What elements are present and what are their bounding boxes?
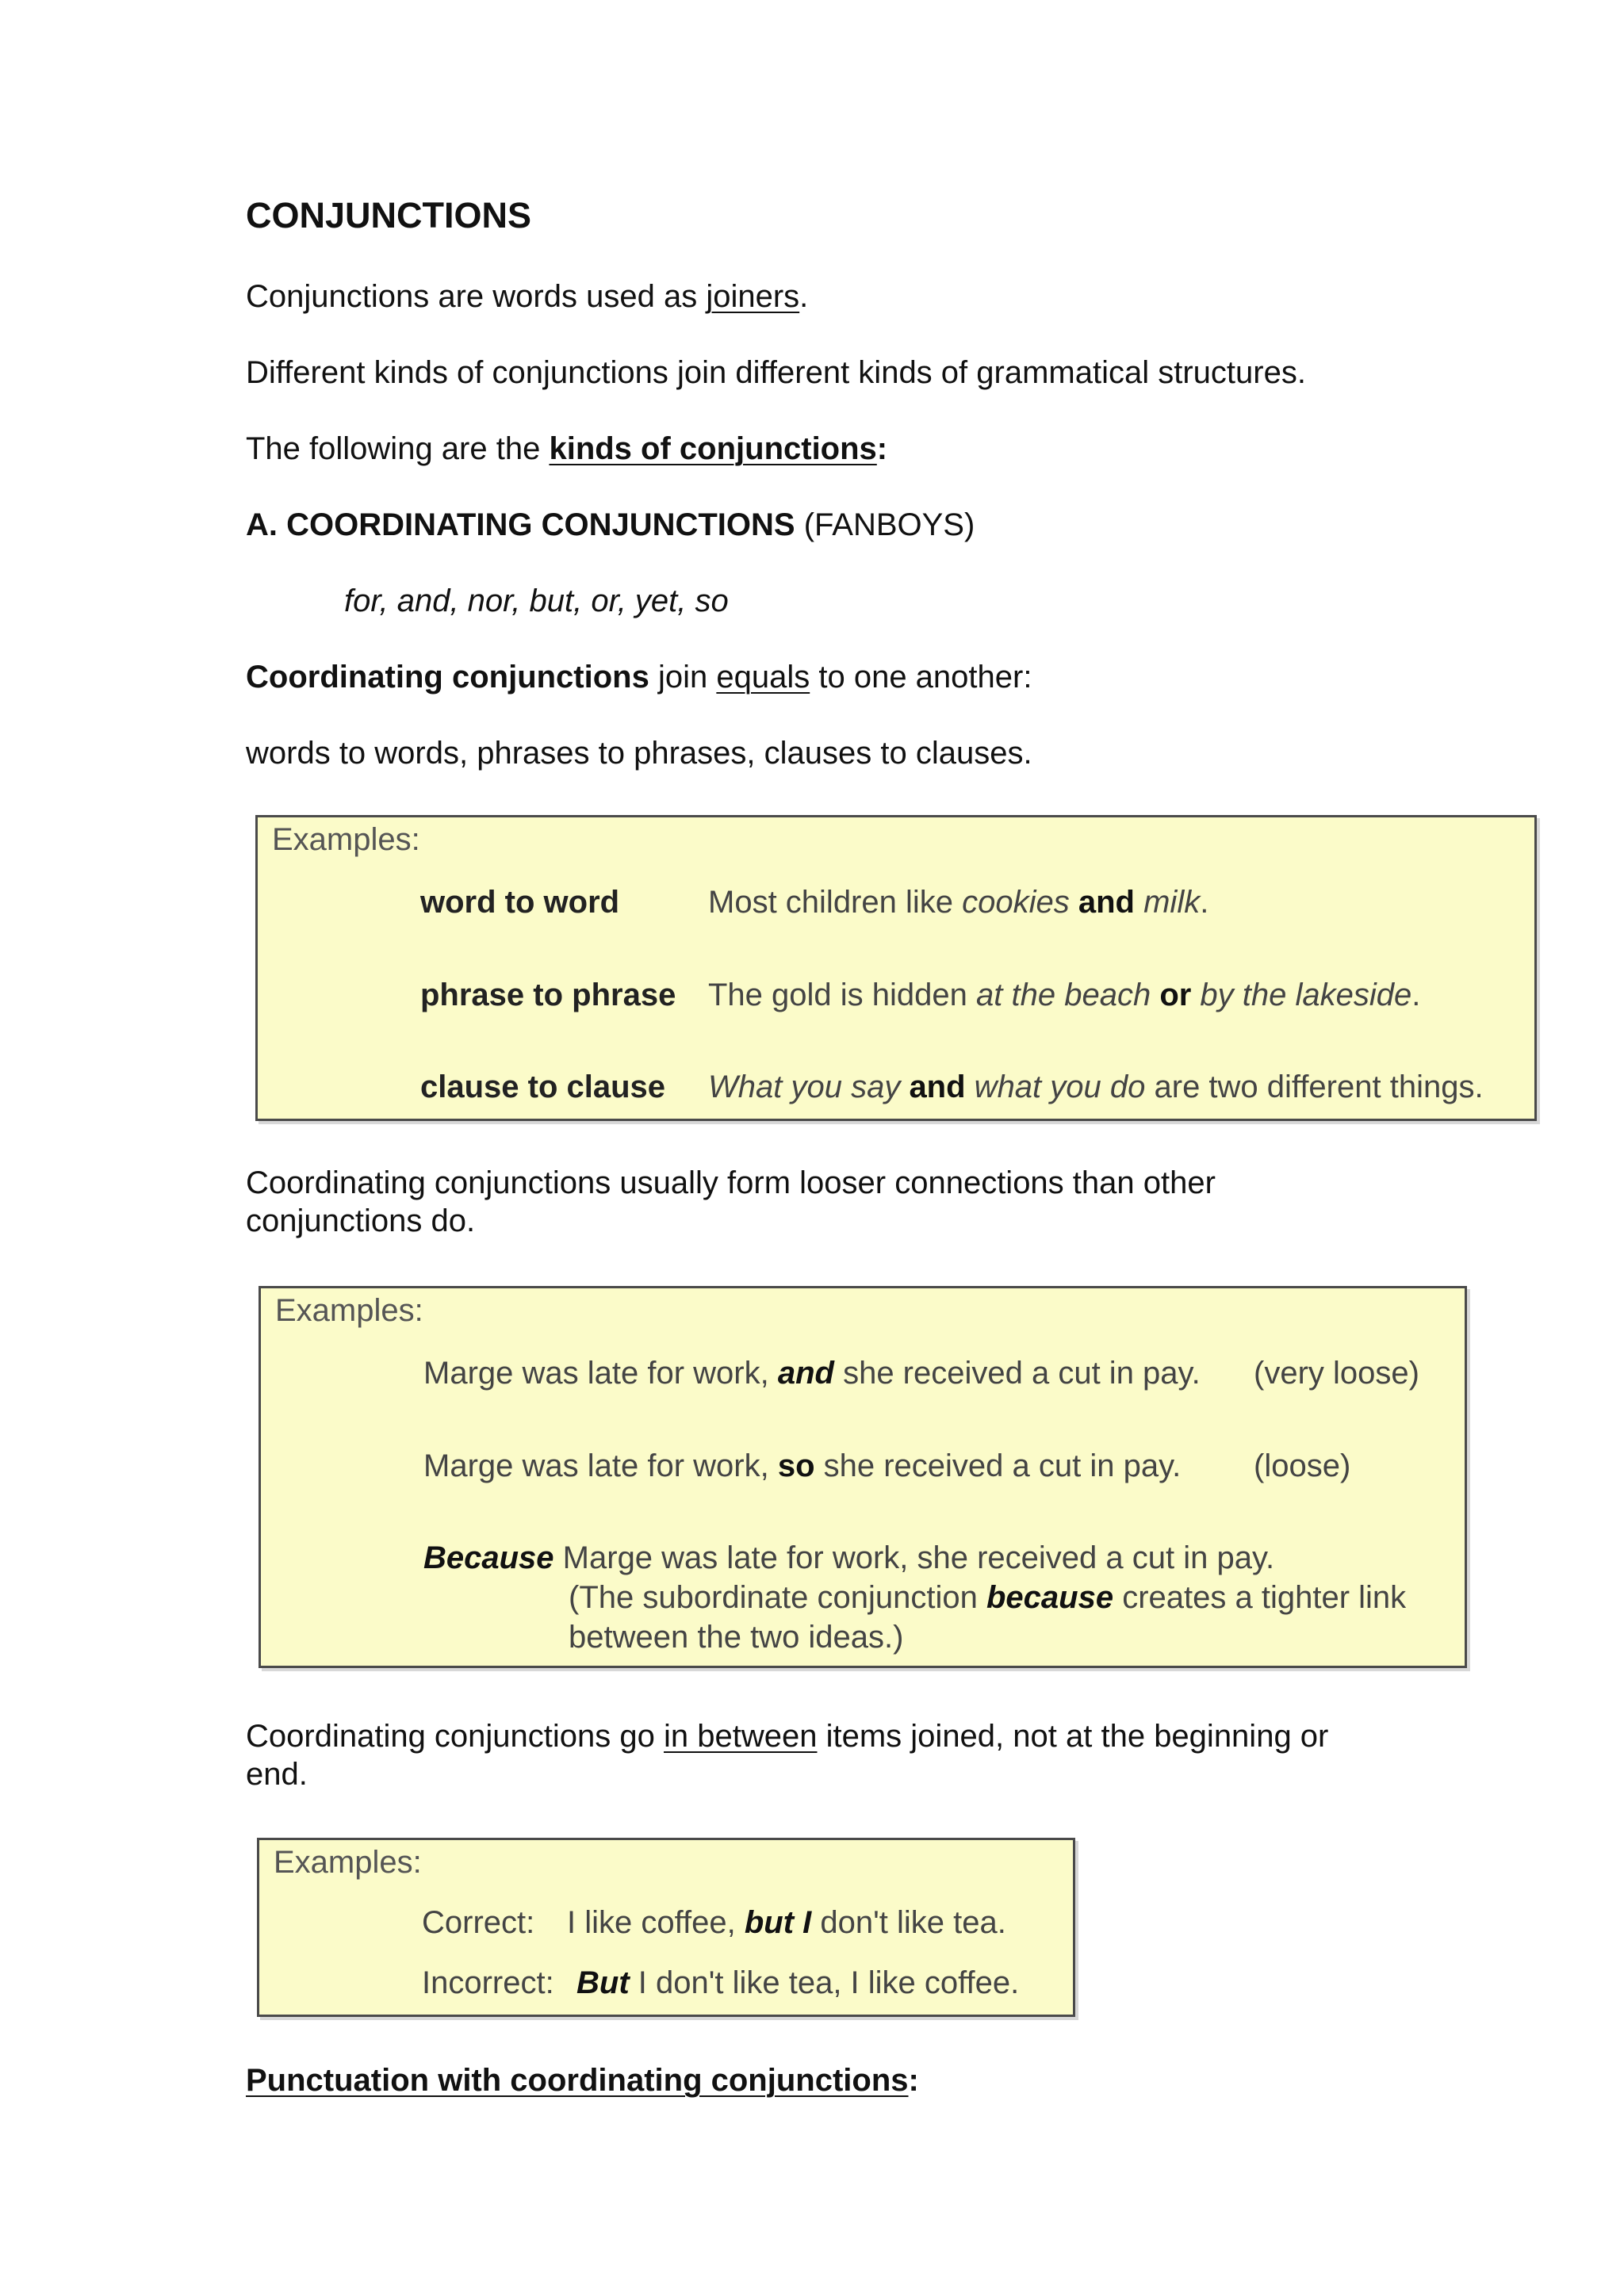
in-between-line-1 [246, 1717, 1328, 1755]
looser-line-1: Coordinating conjunctions usually form looser connections than other [246, 1165, 1216, 1200]
fanboys-list: for, and, nor, but, or, yet, so [344, 584, 729, 618]
examples-label: Examples: [274, 1845, 422, 1880]
sentence-italic: what you do [965, 1070, 1146, 1104]
correct-example [567, 1905, 1006, 1941]
example-key: phrase to phrase [420, 978, 676, 1012]
examples-box-placement [257, 1838, 1075, 2017]
examples-label: Examples: [272, 822, 420, 857]
looseness-note: (very loose) [1254, 1356, 1419, 1391]
incorrect-key: Incorrect: [422, 1965, 554, 2000]
example-key: clause to clause [420, 1070, 666, 1104]
kinds-intro [246, 430, 887, 468]
sentence-italic: by the lakeside [1191, 978, 1412, 1012]
joiners-term: joiners [706, 279, 800, 314]
sentence-conjunction: but I [744, 1905, 812, 1940]
sentence-conjunction: and [777, 1356, 834, 1391]
sentence-italic: milk [1135, 885, 1201, 920]
sentence-part: Marge was late for work, [423, 1448, 778, 1483]
sentence-end: . [1411, 978, 1421, 1012]
definition-end: to one another: [810, 660, 1032, 695]
examples-box-connections [259, 1286, 1467, 1668]
section-heading-bold: A. COORDINATING CONJUNCTIONS [246, 507, 795, 542]
sentence-end: . [1200, 885, 1209, 920]
example-sentence [423, 1540, 1274, 1576]
explanation-part: creates a tighter link [1113, 1580, 1407, 1615]
equals-term: equals [716, 660, 810, 695]
sentence-part: don't like tea. [811, 1905, 1006, 1940]
sentence-italic: at the beach [976, 978, 1160, 1012]
in-between-term: in between [664, 1719, 818, 1754]
kinds-term: kinds of conjunctions [549, 431, 877, 466]
example-sentence [423, 1448, 1181, 1484]
sentence-conjunction: and [909, 1070, 966, 1104]
sentence-italic: What you say [708, 1070, 910, 1104]
sentence-italic: cookies [962, 885, 1078, 920]
sentence-part: I don't like tea, I like coffee. [629, 1965, 1020, 2000]
intro-paragraph [246, 277, 808, 316]
example-sentence [708, 978, 1420, 1013]
section-heading-fanboys: (FANBOYS) [795, 507, 975, 542]
sentence-conjunction: But [576, 1965, 630, 2000]
definition-join: join [649, 660, 717, 695]
sentence-part: she received a cut in pay. [833, 1356, 1201, 1391]
example-explanation-end: between the two ideas.) [569, 1620, 904, 1655]
kinds-colon: : [876, 431, 888, 466]
sentence-part: Most children like [708, 885, 963, 920]
sentence-part: I like coffee, [567, 1905, 745, 1940]
in-between-end: items joined, not at the beginning or [817, 1719, 1329, 1754]
sentence-end: are two different things. [1145, 1070, 1484, 1104]
kinds-paragraph: Different kinds of conjunctions join different kinds of grammatical structures. [246, 355, 1306, 390]
structures-line: words to words, phrases to phrases, clauses to clauses. [246, 736, 1032, 771]
punctuation-colon: : [908, 2063, 919, 2098]
incorrect-example [576, 1965, 1019, 2001]
sentence-part: Marge was late for work, [423, 1356, 778, 1391]
section-heading-a [246, 506, 975, 544]
kinds-intro-text: The following are the [246, 431, 550, 466]
example-sentence [708, 885, 1208, 920]
example-key: word to word [420, 885, 620, 920]
example-sentence [708, 1070, 1484, 1105]
example-sentence [423, 1356, 1201, 1391]
looser-line-2: conjunctions do. [246, 1203, 476, 1238]
intro-end: . [799, 279, 809, 314]
punctuation-title: Punctuation with coordinating conjunctions [246, 2063, 909, 2098]
examples-box-structures [255, 815, 1537, 1121]
sentence-part: she received a cut in pay. [814, 1448, 1182, 1483]
sentence-conjunction: or [1159, 978, 1192, 1012]
sentence-part: The gold is hidden [708, 978, 977, 1012]
coordinating-definition [246, 658, 1032, 696]
page-title: CONJUNCTIONS [246, 195, 532, 235]
intro-text: Conjunctions are words used as [246, 279, 707, 314]
punctuation-heading [246, 2061, 919, 2099]
examples-label: Examples: [275, 1293, 423, 1328]
sentence-conjunction: so [777, 1448, 815, 1483]
coordinating-term: Coordinating conjunctions [246, 660, 649, 695]
correct-key: Correct: [422, 1905, 535, 1940]
in-between-text: Coordinating conjunctions go [246, 1719, 665, 1754]
explanation-term: because [986, 1580, 1114, 1615]
in-between-line-2: end. [246, 1757, 308, 1792]
explanation-part: (The subordinate conjunction [569, 1580, 986, 1615]
example-explanation [569, 1580, 1406, 1616]
sentence-part: Marge was late for work, she received a cut in pay. [553, 1540, 1275, 1575]
sentence-conjunction: Because [423, 1540, 554, 1575]
looseness-note: (loose) [1254, 1448, 1351, 1483]
sentence-conjunction: and [1078, 885, 1135, 920]
